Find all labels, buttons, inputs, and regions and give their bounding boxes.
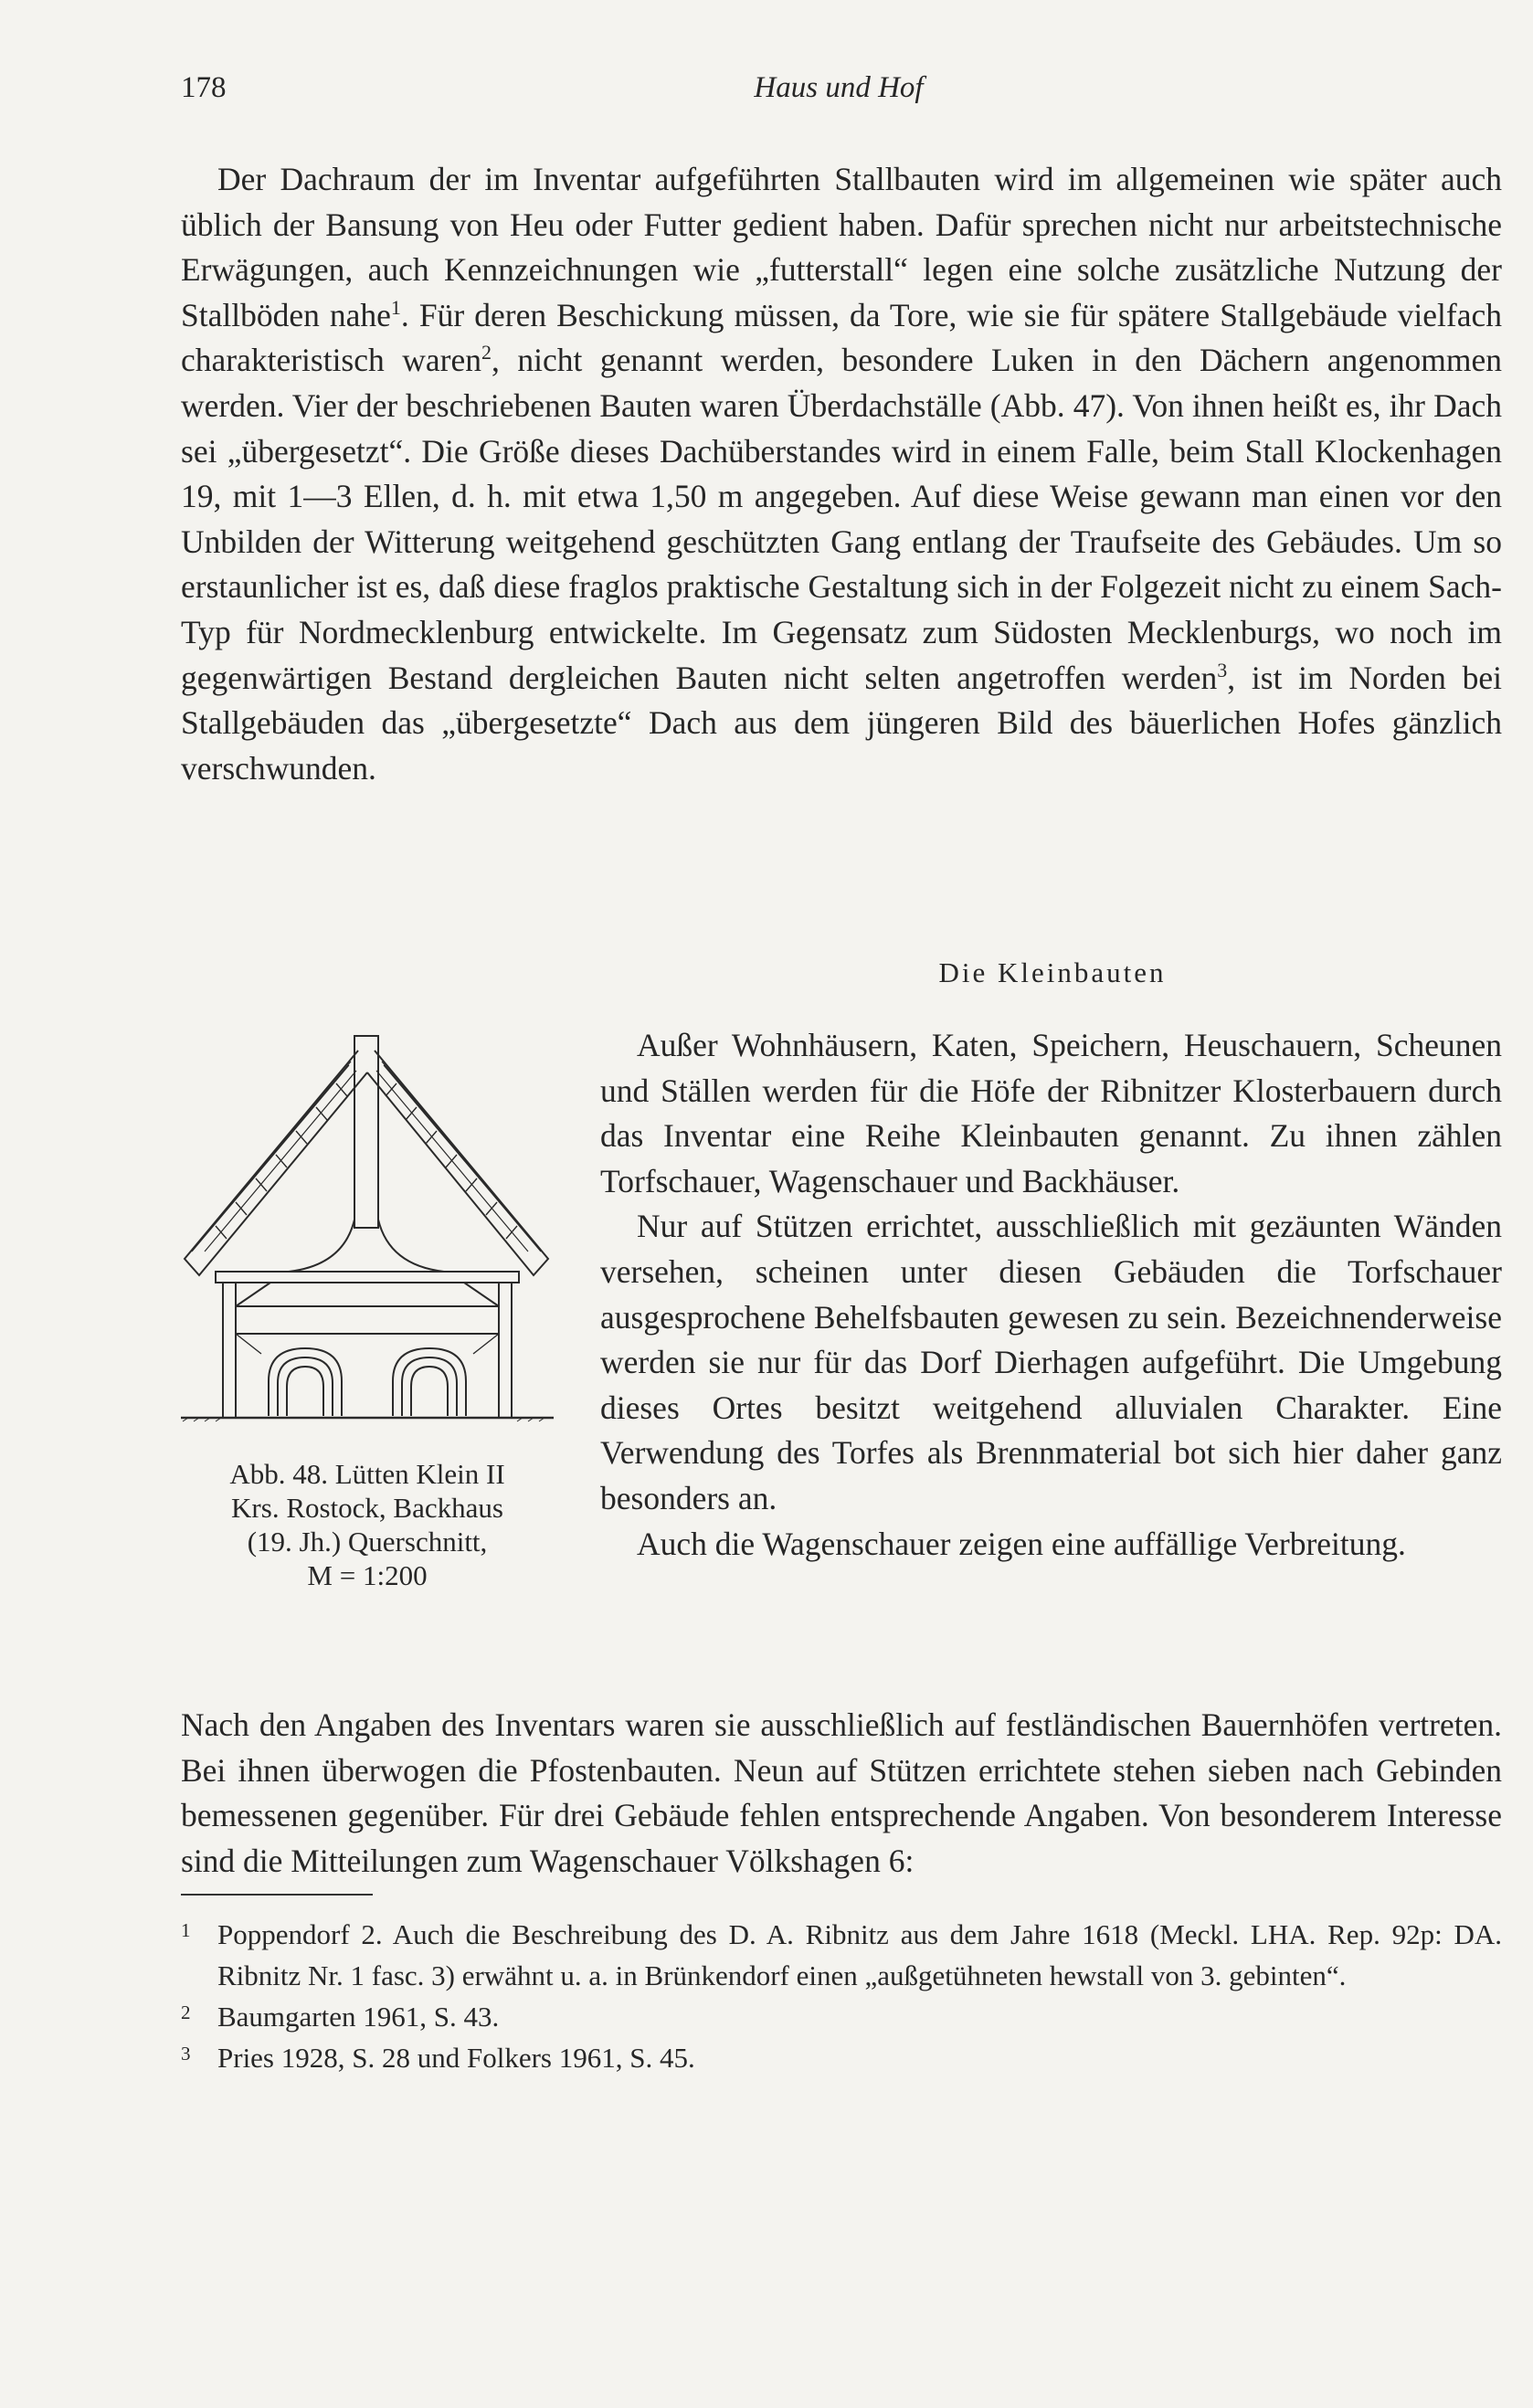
footnotes — [181, 1914, 1502, 2078]
figure-caption — [181, 1457, 554, 1592]
paragraph-kleinbauten: Außer Wohnhäusern, Katen, Speichern, Heuschauern, Scheunen und Ställen werden für die Höfe der Ribnitzer Klosterbauern durch das Inventar eine Reihe Kleinbauten genannt. Zu ihnen zählen Torfschauer, Wagenschauer und Backhäuser. — [600, 1027, 1502, 1199]
page-number: 178 — [181, 71, 227, 104]
footnote-ref-3[interactable]: 3 — [1217, 658, 1228, 681]
footnote-number: 2 — [181, 2001, 191, 2023]
footnote-rule — [181, 1894, 373, 1896]
page-header — [181, 71, 1496, 117]
intro-text-2: . Für deren Beschickung müssen, da Tore, wie sie für spätere Stallgebäude vielfach charakteristisch waren — [181, 296, 1502, 379]
caption-line: Krs. Rostock, Backhaus — [231, 1492, 503, 1524]
footnote-text: Pries 1928, S. 28 und Folkers 1961, S. 45. — [217, 2042, 695, 2074]
footnote-number: 3 — [181, 2043, 191, 2065]
footnote-ref-2[interactable]: 2 — [481, 341, 492, 364]
intro-text-3: , nicht genannt werden, besondere Luken in den Dächern angenommen werden. Vier der beschriebenen Bauten waren Überdachställe (Abb. 47). Von ihnen heißt es, ihr Dach sei „übergesetzt“. Die Größe dieses Dachüberstandes wird in einem Falle, beim Stall Klockenhagen 19, mit 1—3 Ellen, d. h. mit etwa 1,50 m angegeben. Auf diese Weise gewann man einen vor den Unbilden der Witterung weitgehend geschützten Gang entlang der Traufseite des Gebäudes. Um so erstaunlicher ist es, daß diese fraglos praktische Gestaltung sich in der Folgezeit nicht zu einem Sach-Typ für Nordmecklenburg entwickelte. Im Gegensatz zum Südosten Mecklenburgs, wo noch im gegenwärtigen Bestand dergleichen Bauten nicht selten angetroffen werden — [181, 342, 1502, 696]
intro-paragraph — [181, 157, 1502, 791]
running-title: Haus und Hof — [754, 71, 924, 104]
caption-line: M = 1:200 — [307, 1559, 428, 1591]
figure-backhaus-section — [179, 1032, 555, 1425]
footnote-3 — [181, 2037, 1502, 2078]
backhaus-cross-section-drawing — [179, 1032, 555, 1425]
section-heading: Die Kleinbauten — [938, 956, 1167, 988]
footnote-text: Baumgarten 1961, S. 43. — [217, 2001, 500, 2033]
footnote-2 — [181, 1996, 1502, 2037]
intro-text-1: Der Dachraum der im Inventar aufgeführten Stallbauten wird im allgemeinen wie später auch üblich der Bansung von Heu oder Futter gedient haben. Dafür sprechen nicht nur arbeitstechnische Erwägungen, auch Kennzeichnungen wie „futterstall“ legen eine solche zusätzliche Nutzung der Stallböden nahe — [181, 161, 1502, 333]
paragraph-continuation: Nach den Angaben des Inventars waren sie ausschließlich auf festländischen Bauernhöfen vertreten. Bei ihnen überwogen die Pfostenbauten. Neun auf Stützen errichtete stehen sieben nach Gebinden bemessenen gegenüber. Für drei Gebäude fehlen entsprechende Angaben. Von besonderem Interesse sind die Mitteilungen zum Wagenschauer Völkshagen 6: — [181, 1706, 1502, 1879]
caption-line: Abb. 48. Lütten Klein II — [229, 1458, 505, 1490]
continuation-block — [181, 1703, 1502, 1884]
footnote-ref-1[interactable]: 1 — [390, 295, 401, 319]
paragraph-wagenschauer: Auch die Wagenschauer zeigen eine auffällige Verbreitung. — [637, 1525, 1406, 1562]
footnote-1 — [181, 1914, 1502, 1996]
footnote-number: 1 — [181, 1919, 191, 1941]
caption-line: (19. Jh.) Querschnitt, — [247, 1526, 488, 1558]
intro-text-4: , ist im Norden bei Stallgebäuden das „übergesetzte“ Dach aus dem jüngeren Bild des bäuerlichen Hofes gänzlich verschwunden. — [181, 659, 1502, 787]
paragraph-torfschauer: Nur auf Stützen errichtet, ausschließlich mit gezäunten Wänden versehen, scheinen unter diesen Gebäuden die Torfschauer ausgesprochene Behelfsbauten gewesen zu sein. Bezeichnenderweise werden sie nur für das Dorf Dierhagen aufgeführt. Die Umgebung dieses Ortes besitzt weitgehend alluvialen Charakter. Eine Verwendung des Torfes als Brennmaterial bot sich hier daher ganz besonders an. — [600, 1208, 1502, 1516]
section-column — [600, 1023, 1502, 1567]
footnote-text: Poppendorf 2. Auch die Beschreibung des D. A. Ribnitz aus dem Jahre 1618 (Meckl. LHA. Rep. 92p: DA. Ribnitz Nr. 1 fasc. 3) erwähnt u. a. in Brünkendorf einen „außgetühneten hewstall von 3. gebinten“. — [217, 1918, 1502, 1991]
